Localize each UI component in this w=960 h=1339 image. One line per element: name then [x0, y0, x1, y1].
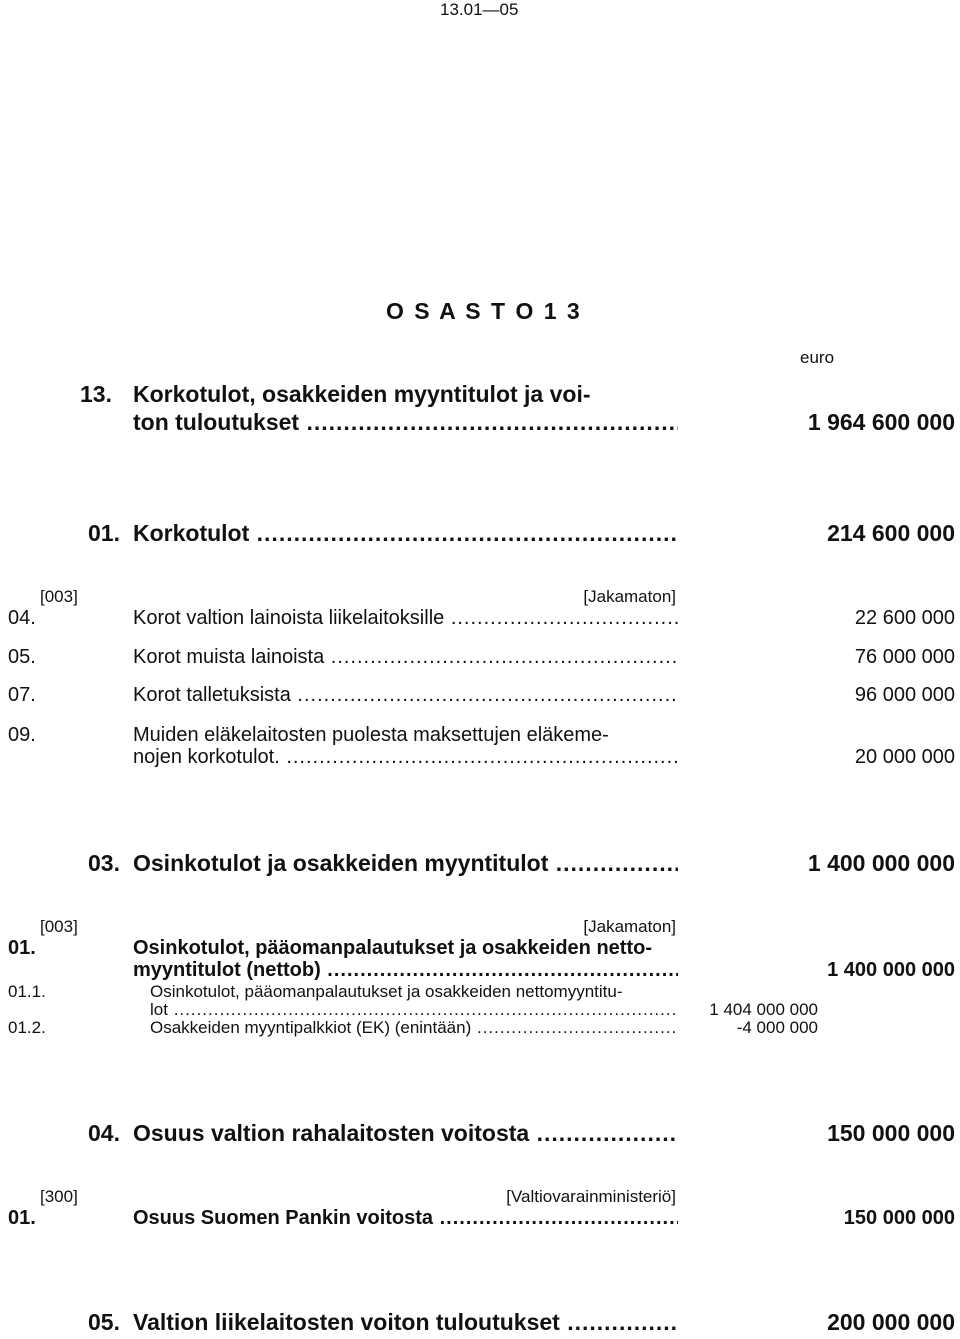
item-title: Osuus Suomen Pankin voitosta ..... [133, 1207, 678, 1230]
subitem-title-line2: lot ..... [150, 1000, 678, 1020]
chapter-number: 04. [88, 1120, 120, 1146]
chapter-amount: 150 000 000 [827, 1120, 955, 1146]
item-amount: 76 000 000 [854, 646, 955, 668]
item-number: 04. [8, 607, 36, 629]
chapter-amount: 200 000 000 [827, 1309, 955, 1335]
item-number: 01. [8, 937, 36, 959]
chapter-title: Osuus valtion rahalaitosten voitosta ..... [133, 1120, 678, 1147]
budget-code: [300] [40, 1187, 78, 1206]
item-amount: 96 000 000 [854, 684, 955, 706]
page-number: 13.01—05 [440, 0, 519, 19]
budget-type: [Valtiovarainministeriö] [506, 1187, 676, 1206]
main-title-line1: Korkotulot, osakkeiden myyntitulot ja voi- [133, 381, 591, 407]
budget-type: [Jakamaton] [583, 587, 676, 606]
item-amount: 150 000 000 [843, 1207, 955, 1229]
subitem-title: Osakkeiden myyntipalkkiot (EK) (enintään) ..... [150, 1018, 678, 1038]
main-amount: 1 964 600 000 [807, 409, 955, 435]
chapter-amount: 1 400 000 000 [807, 850, 955, 876]
chapter-title: Osinkotulot ja osakkeiden myyntitulot ..... [133, 850, 678, 877]
subitem-amount: 1 404 000 000 [709, 1000, 818, 1019]
main-number: 13. [80, 381, 112, 407]
subitem-amount: -4 000 000 [736, 1018, 818, 1037]
budget-code: [003] [40, 917, 78, 936]
subitem-number: 01.1. [8, 982, 46, 1001]
subitem-number: 01.2. [8, 1018, 46, 1037]
chapter-title: Korkotulot ..... [133, 520, 678, 547]
item-title-line2: nojen korkotulot. ..... [133, 746, 678, 769]
item-number: 07. [8, 684, 36, 706]
currency-label: euro [800, 348, 835, 367]
chapter-amount: 214 600 000 [827, 520, 955, 546]
chapter-title: Valtion liikelaitosten voiton tuloutukset ..... [133, 1309, 678, 1336]
item-title: Korot talletuksista ..... [133, 684, 678, 707]
budget-code: [003] [40, 587, 78, 606]
item-title: Korot valtion lainoista liikelaitoksille ..... [133, 607, 678, 630]
item-amount: 20 000 000 [854, 746, 955, 768]
budget-type: [Jakamaton] [583, 917, 676, 936]
item-number: 05. [8, 646, 36, 668]
chapter-number: 01. [88, 520, 120, 546]
section-title: O S A S T O 1 3 [386, 298, 582, 324]
chapter-number: 05. [88, 1309, 120, 1335]
item-title: Korot muista lainoista ..... [133, 646, 678, 669]
chapter-number: 03. [88, 850, 120, 876]
main-title-line2: ton tuloutukset ..... [133, 409, 678, 436]
item-title-line2: myyntitulot (nettob) ..... [133, 959, 678, 982]
item-number: 01. [8, 1207, 36, 1229]
item-number: 09. [8, 724, 36, 746]
item-title-line1: Osinkotulot, pääomanpalautukset ja osakkeiden netto- [133, 937, 652, 959]
item-title-line1: Muiden eläkelaitosten puolesta maksettujen eläkeme- [133, 724, 609, 746]
item-amount: 22 600 000 [854, 607, 955, 629]
subitem-title-line1: Osinkotulot, pääomanpalautukset ja osakkeiden nettomyyntitu- [150, 982, 623, 1001]
item-amount: 1 400 000 000 [827, 959, 955, 981]
